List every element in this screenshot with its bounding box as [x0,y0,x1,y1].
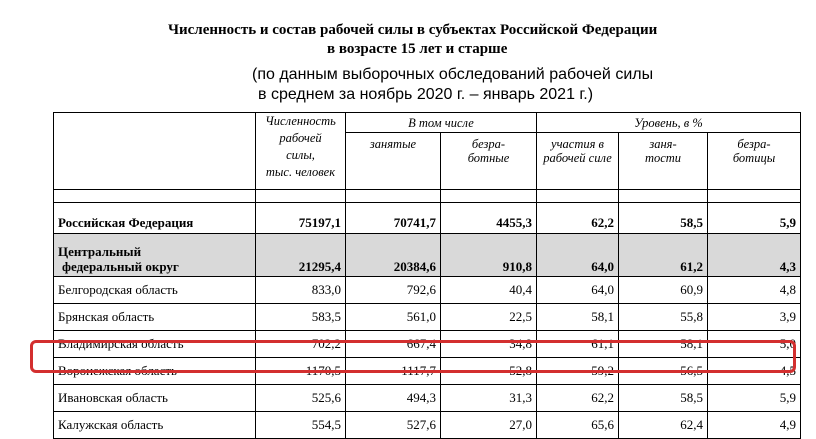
cell-labor: 75197,1 [256,203,346,234]
row-name: Белгородская область [54,277,256,304]
title-line-1: Численность и состав рабочей силы в субъектах Российской Федерации [168,22,658,38]
cell-unemployment: 4,3 [708,234,801,277]
cell-unemployment: 5,9 [708,203,801,234]
cell-labor: 702,2 [256,331,346,358]
table-row [54,412,801,439]
cell-labor: 525,6 [256,385,346,412]
cell-unemployment: 3,9 [708,304,801,331]
cell-unemployment: 4,8 [708,277,801,304]
table-row [54,385,801,412]
cell-participation: 61,1 [537,331,619,358]
cell-participation: 59,2 [537,358,619,385]
header-including: В том числе [346,113,537,133]
header-employed: занятые [346,133,441,190]
cell-unemployment: 4,5 [708,358,801,385]
cell-unemployed: 52,8 [441,358,537,385]
header-empty-cell [54,113,256,190]
cell-employed: 792,6 [346,277,441,304]
cell-employment: 58,1 [619,331,708,358]
cell-participation: 58,1 [537,304,619,331]
cell-employment: 58,5 [619,385,708,412]
cell-unemployed: 22,5 [441,304,537,331]
cell-employment: 58,5 [619,203,708,234]
table-row [54,234,801,277]
table-row [54,277,801,304]
row-name: Владимирская область [54,331,256,358]
row-name: Ивановская область [54,385,256,412]
cell-labor: 583,5 [256,304,346,331]
header-participation: участия в рабочей силе [537,133,619,190]
cell-employed: 527,6 [346,412,441,439]
cell-employed: 20384,6 [346,234,441,277]
cell-unemployed: 34,8 [441,331,537,358]
spacer-row [54,190,801,203]
header-unemployed: безра- ботные [441,133,537,190]
subtitle-line-1: (по данным выборочных обследований рабочей силы [252,66,654,83]
cell-unemployed: 40,4 [441,277,537,304]
cell-participation: 62,2 [537,385,619,412]
cell-employment: 62,4 [619,412,708,439]
cell-labor: 554,5 [256,412,346,439]
cell-employment: 61,2 [619,234,708,277]
highlight-box [30,340,796,373]
cell-unemployed: 910,8 [441,234,537,277]
table-row [54,304,801,331]
row-name: Воронежская область [54,358,256,385]
table-row [54,203,801,234]
row-name: Калужская область [54,412,256,439]
header-level: Уровень, в % [537,113,801,133]
row-name: Российская Федерация [54,203,256,234]
cell-labor: 21295,4 [256,234,346,277]
header-unemployment: безра- ботицы [708,133,801,190]
cell-participation: 65,6 [537,412,619,439]
row-name: Центральный федеральный округ [54,234,256,277]
cell-unemployment: 5,9 [708,385,801,412]
header-employment: заня- тости [619,133,708,190]
cell-employed: 667,4 [346,331,441,358]
cell-participation: 64,0 [537,234,619,277]
cell-labor: 1170,5 [256,358,346,385]
cell-unemployment: 5,0 [708,331,801,358]
cell-unemployment: 4,9 [708,412,801,439]
header-labor-force: Численность рабочей силы, тыс. человек [256,113,346,190]
cell-labor: 833,0 [256,277,346,304]
cell-employment: 60,9 [619,277,708,304]
cell-employed: 1117,7 [346,358,441,385]
cell-unemployed: 4455,3 [441,203,537,234]
cell-employed: 494,3 [346,385,441,412]
cell-employed: 561,0 [346,304,441,331]
cell-unemployed: 27,0 [441,412,537,439]
row-name: Брянская область [54,304,256,331]
cell-participation: 62,2 [537,203,619,234]
cell-unemployed: 31,3 [441,385,537,412]
subtitle-line-2: в среднем за ноябрь 2020 г. – январь 2021 г.) [258,86,594,103]
cell-employed: 70741,7 [346,203,441,234]
cell-employment: 55,8 [619,304,708,331]
labor-force-table [53,112,801,439]
cell-participation: 64,0 [537,277,619,304]
title-line-2: в возрасте 15 лет и старше [327,41,508,57]
cell-employment: 56,5 [619,358,708,385]
